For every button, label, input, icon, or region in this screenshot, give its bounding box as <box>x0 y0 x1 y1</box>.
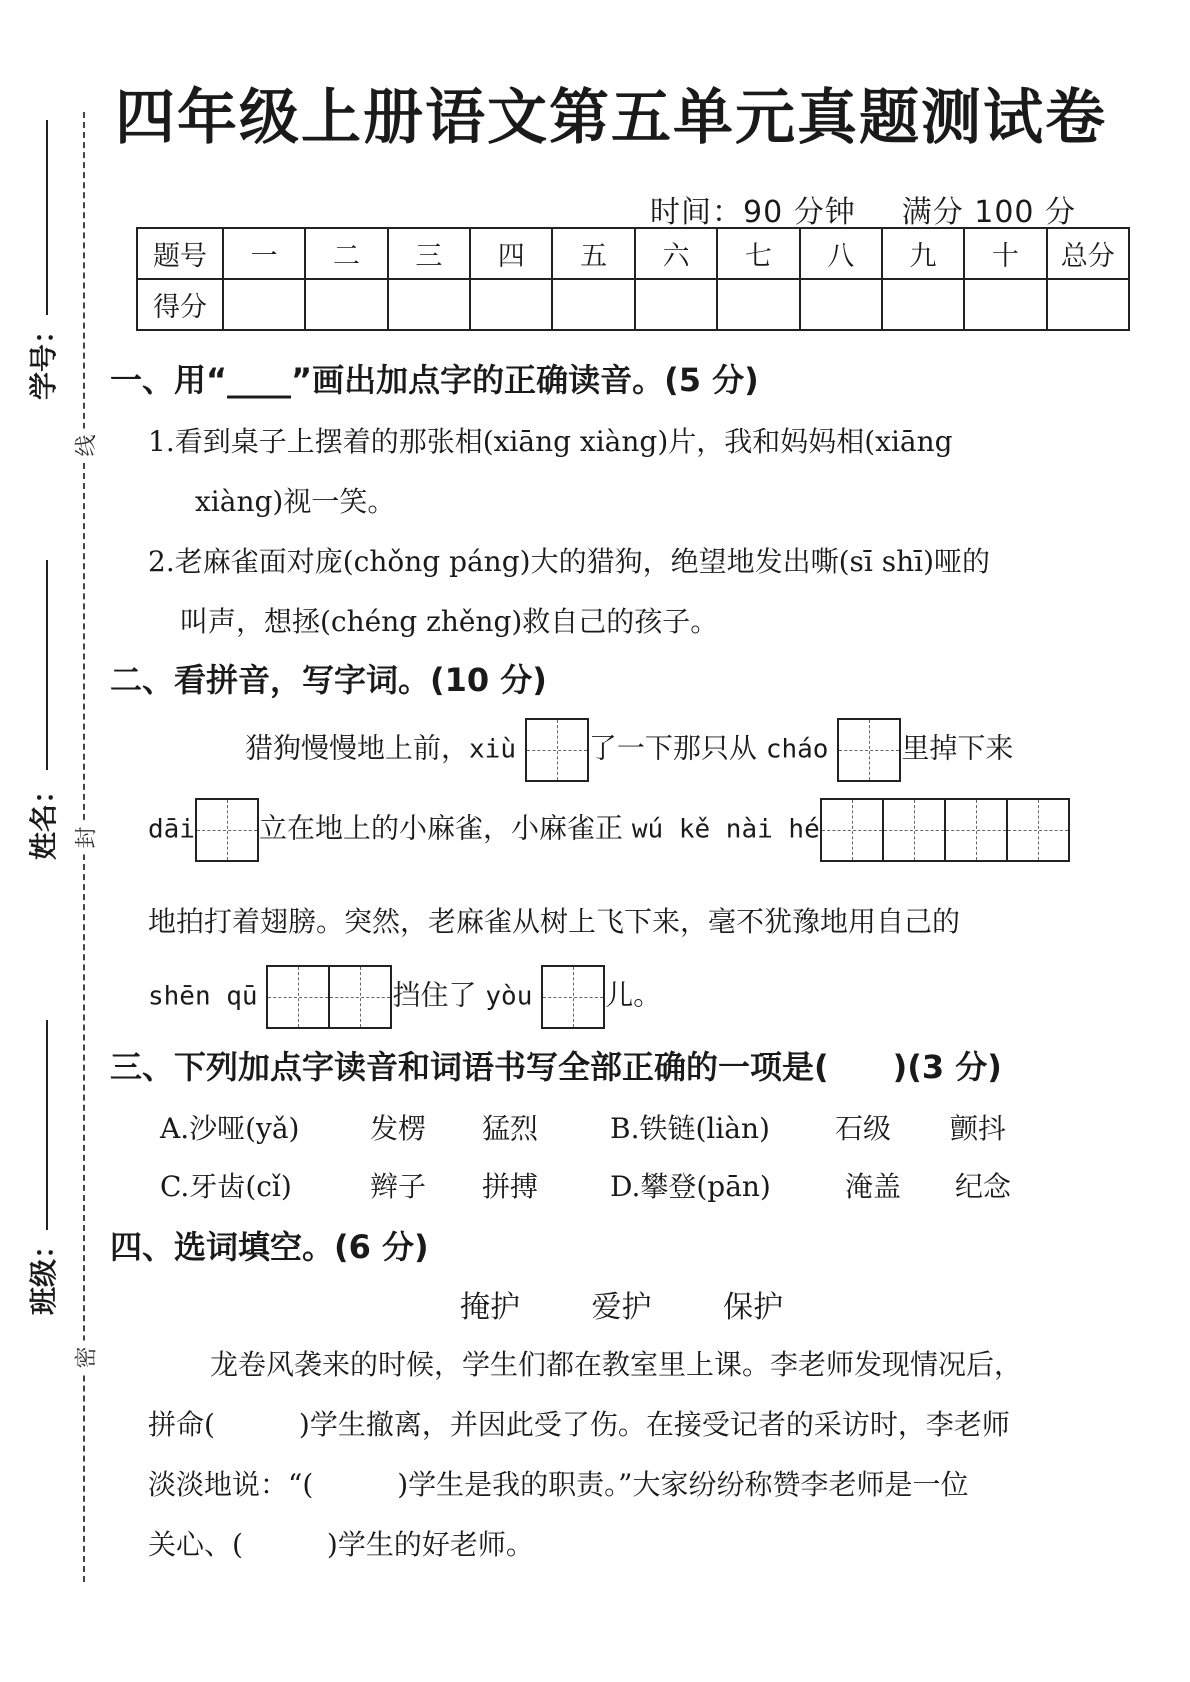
word-choice: 爱护 <box>591 1290 652 1325</box>
score-table-col: 四 <box>470 228 552 279</box>
pinyin-line-4 <box>148 965 661 1029</box>
score-cell[interactable] <box>800 279 882 330</box>
score-table-col: 三 <box>388 228 470 279</box>
score-cell[interactable] <box>388 279 470 330</box>
score-cell[interactable] <box>223 279 305 330</box>
class-label: 班级： <box>27 1230 60 1315</box>
binding-line-3 <box>46 1020 48 1230</box>
score-cell[interactable] <box>552 279 634 330</box>
score-table-col: 八 <box>800 228 882 279</box>
p1-text-c: 里掉下来 <box>901 731 1014 765</box>
answer-grid[interactable] <box>525 718 589 782</box>
score-cell[interactable] <box>717 279 799 330</box>
option-c[interactable]: C.牙齿(cǐ) <box>160 1170 292 1203</box>
exam-time: 时间：90 分钟 <box>650 195 856 230</box>
option-a[interactable]: A.沙哑(yǎ) <box>160 1112 300 1145</box>
pinyin-line-3: 地拍打着翅膀。突然，老麻雀从树上飞下来，毫不犹豫地用自己的 <box>148 905 961 938</box>
answer-grid[interactable] <box>541 965 605 1029</box>
p1-text-b: 了一下那只从 <box>588 731 757 765</box>
student-no-label: 学号： <box>27 315 60 400</box>
fill-line-2: 拼命( )学生撤离，并因此受了伤。在接受记者的采访时，李老师 <box>148 1408 1010 1441</box>
exam-full-score: 满分 100 分 <box>901 195 1077 230</box>
section1-heading: 一、用“____”画出加点字的正确读音。(5 分) <box>110 361 759 399</box>
score-table-col: 十 <box>964 228 1046 279</box>
p2-text-a: 立在地上的小麻雀，小麻雀正 <box>258 811 623 845</box>
q2-line2: 叫声，想拯(chéng zhěng)救自己的孩子。 <box>180 605 719 638</box>
option-a-word2: 猛烈 <box>482 1112 539 1145</box>
score-table-header-row <box>137 228 1129 279</box>
p1-pinyin-chao: cháo <box>765 734 829 765</box>
option-c-word2: 拼搏 <box>482 1170 539 1203</box>
answer-grid[interactable] <box>266 965 392 1029</box>
q1-line2: xiàng)视一笑。 <box>195 485 396 518</box>
word-choice: 保护 <box>723 1290 784 1325</box>
word-choice: 掩护 <box>460 1290 520 1325</box>
score-table-col: 五 <box>552 228 634 279</box>
score-table-col: 一 <box>223 228 305 279</box>
binding-line-2 <box>46 560 48 770</box>
option-a-word1: 发楞 <box>370 1112 427 1145</box>
score-cell[interactable] <box>1047 279 1129 330</box>
pinyin-line-1 <box>245 718 1013 782</box>
score-table-col: 九 <box>882 228 964 279</box>
exam-meta <box>650 187 1120 231</box>
fill-line-4: 关心、( )学生的好老师。 <box>148 1528 534 1561</box>
score-table-row-label: 题号 <box>137 228 223 279</box>
section3-heading: 三、下列加点字读音和词语书写全部正确的一项是( )(3 分) <box>110 1048 1002 1086</box>
fill-line-3: 淡淡地说：“( )学生是我的职责。”大家纷纷称赞李老师是一位 <box>148 1468 969 1501</box>
p1-text-a: 猎狗慢慢地上前， <box>245 731 470 765</box>
p2-pinyin-wukenaihe: wú kě nài hé <box>631 814 820 845</box>
q1-line1: 1.看到桌子上摆着的那张相(xiāng xiàng)片，我和妈妈相(xiāng <box>148 425 953 458</box>
seal-word-line: 线 <box>70 429 101 463</box>
score-table-col: 总分 <box>1047 228 1129 279</box>
pinyin-line-2 <box>148 798 1070 862</box>
score-cell[interactable] <box>964 279 1046 330</box>
word-choices <box>460 1282 845 1326</box>
score-cell[interactable] <box>305 279 387 330</box>
score-table-col: 六 <box>635 228 717 279</box>
name-label: 姓名： <box>27 775 60 860</box>
option-b-word2: 颤抖 <box>950 1112 1007 1145</box>
page-title: 四年级上册语文第五单元真题测试卷 <box>115 83 1107 153</box>
p2-pinyin-dai: dāi <box>148 814 195 845</box>
fill-line-1: 龙卷风袭来的时候，学生们都在教室里上课。李老师发现情况后， <box>210 1348 1023 1381</box>
p4-pinyin-shenqu: shēn qū <box>148 981 258 1012</box>
option-d-word1: 淹盖 <box>845 1170 902 1203</box>
option-d[interactable]: D.攀登(pān) <box>610 1170 771 1203</box>
score-cell[interactable] <box>882 279 964 330</box>
p1-pinyin-xiu: xiù <box>469 734 516 765</box>
answer-grid[interactable] <box>837 718 901 782</box>
answer-grid[interactable] <box>820 798 1070 862</box>
score-cell[interactable] <box>470 279 552 330</box>
score-table-col: 二 <box>305 228 387 279</box>
section4-heading: 四、选词填空。(6 分) <box>110 1228 429 1266</box>
section2-heading: 二、看拼音，写字词。(10 分) <box>110 661 547 699</box>
score-table-col: 七 <box>717 228 799 279</box>
p4-text-a: 挡住了 <box>392 978 477 1012</box>
option-d-word2: 纪念 <box>955 1170 1012 1203</box>
binding-line-1 <box>46 120 48 315</box>
option-b[interactable]: B.铁链(liàn) <box>610 1112 770 1145</box>
score-cell[interactable] <box>635 279 717 330</box>
p4-text-b: 儿。 <box>605 978 662 1012</box>
score-table <box>136 227 1130 331</box>
option-c-word1: 辫子 <box>370 1170 427 1203</box>
score-table-score-row <box>137 279 1129 330</box>
p4-pinyin-you: yòu <box>485 981 533 1012</box>
score-table-row-label: 得分 <box>137 279 223 330</box>
q2-line1: 2.老麻雀面对庞(chǒng páng)大的猎狗，绝望地发出嘶(sī shī)哑的 <box>148 545 990 578</box>
seal-word-seal: 封 <box>70 821 101 855</box>
answer-grid[interactable] <box>195 798 259 862</box>
seal-word-secret: 密 <box>70 1341 101 1375</box>
option-b-word1: 石级 <box>835 1112 892 1145</box>
